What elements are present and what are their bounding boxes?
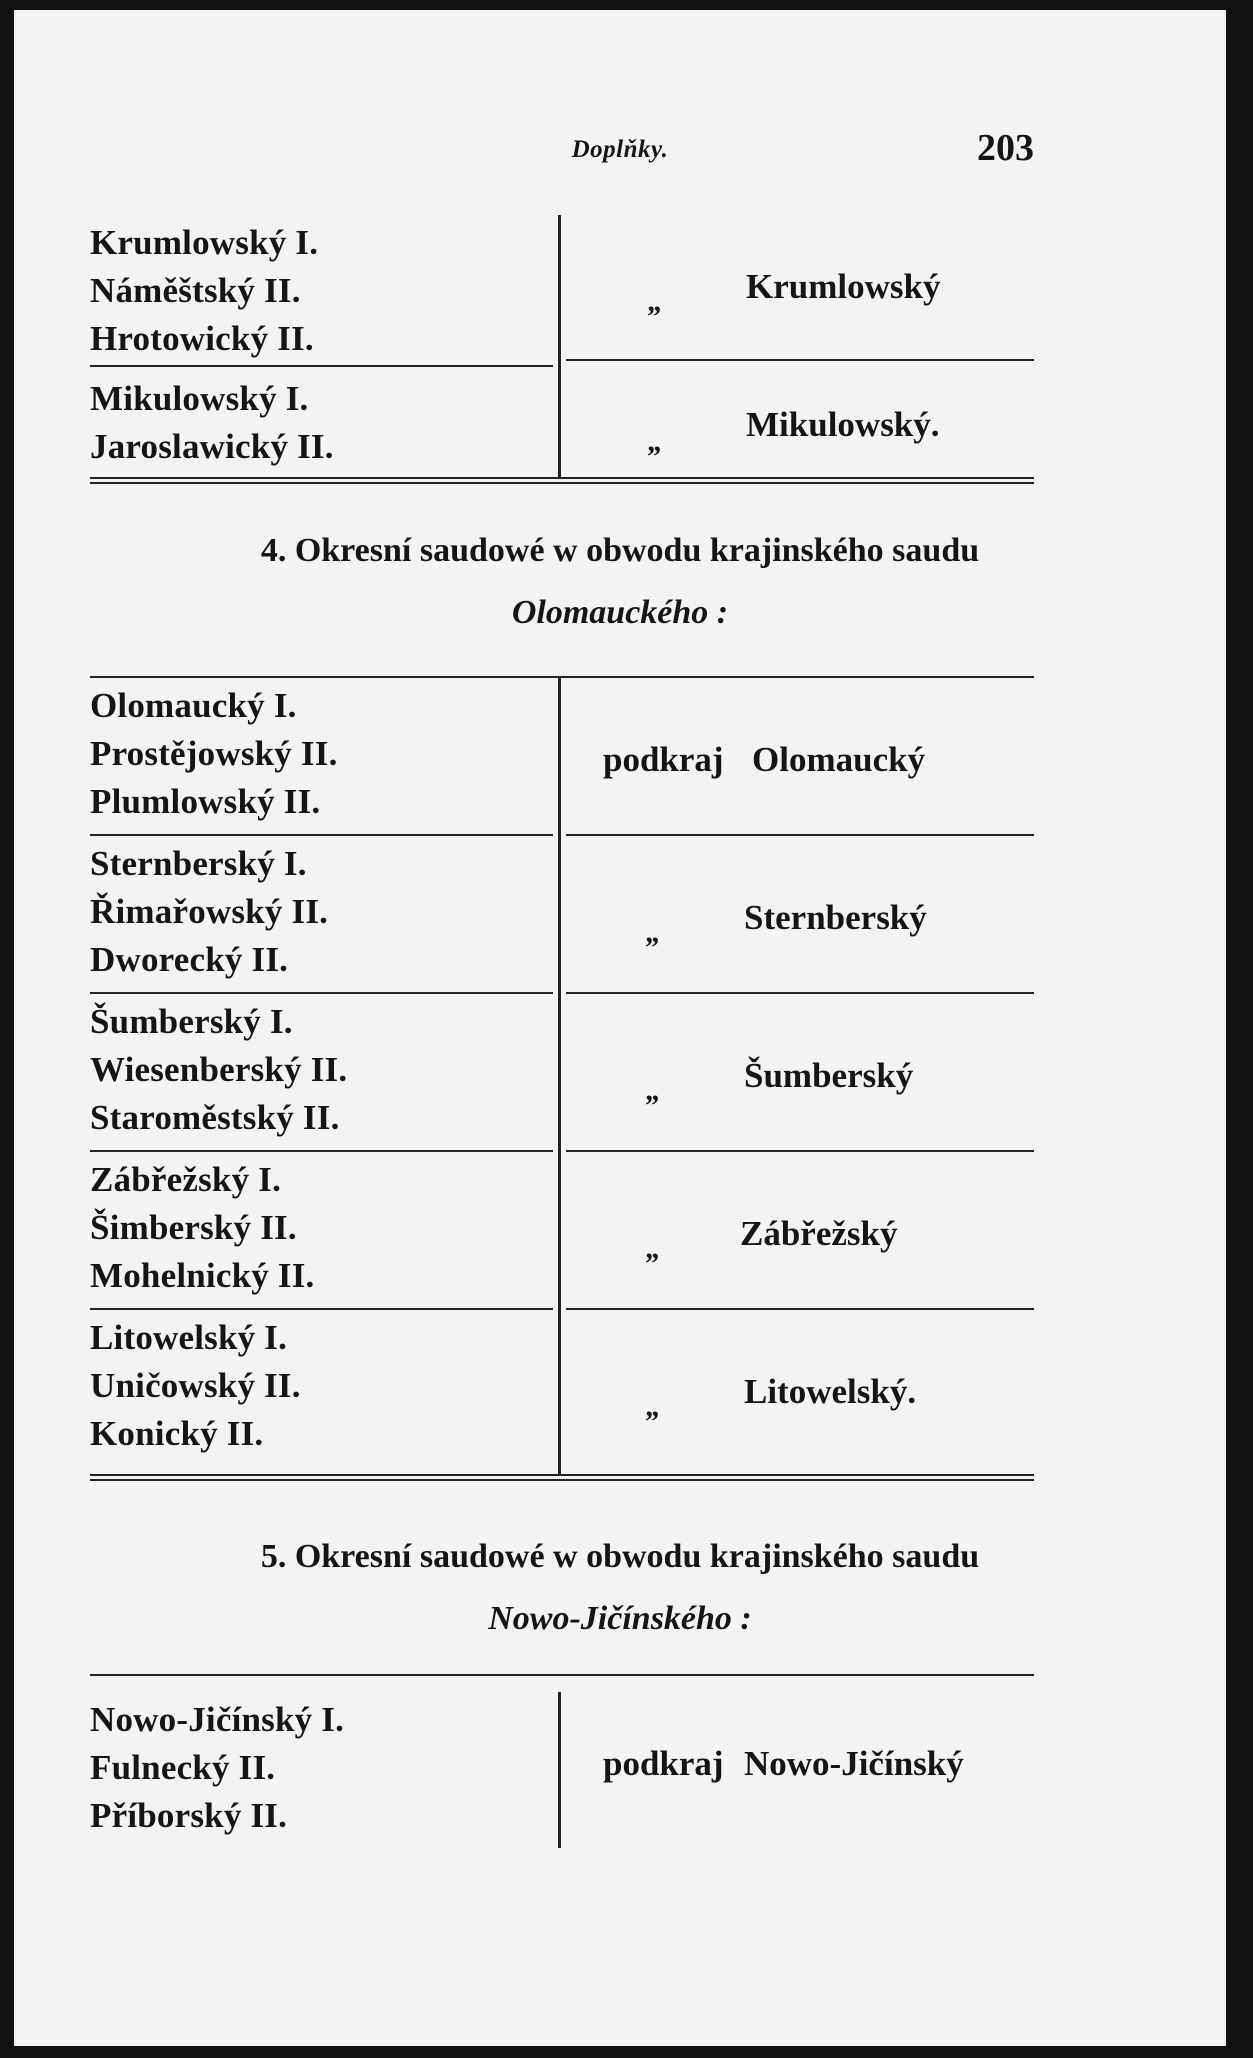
court-group: [90, 1314, 562, 1458]
district-prefix: podkraj: [603, 1744, 724, 1783]
ditto-mark: „: [648, 425, 663, 458]
court-name: Mikulowský I.: [90, 379, 309, 418]
section-end-rule: [90, 477, 1034, 479]
table-section-3: [90, 215, 1034, 485]
district-name: Zábřežský: [740, 1214, 898, 1253]
district-name: Krumlowský: [746, 267, 941, 306]
district-name: Sternberský: [744, 898, 927, 937]
court-group: [90, 998, 562, 1142]
court-name: Náměštský II.: [90, 271, 301, 310]
court-name: Šumberský I.: [90, 1002, 293, 1041]
court-name: Uničowský II.: [90, 1366, 301, 1405]
row-divider: [566, 1150, 1034, 1152]
court-group: [90, 682, 562, 826]
court-name: Nowo-Jičínský I.: [90, 1700, 345, 1739]
court-group: [90, 375, 562, 471]
row-divider: [566, 834, 1034, 836]
ditto-mark: „: [646, 1232, 661, 1265]
court-name: Staroměstský II.: [90, 1098, 340, 1137]
ditto-mark: „: [646, 1390, 661, 1423]
court-name: Příborský II.: [90, 1796, 288, 1835]
court-name: Olomaucký I.: [90, 686, 297, 725]
district-name: Litowelský.: [744, 1372, 917, 1411]
court-name: Wiesenberský II.: [90, 1050, 348, 1089]
court-name: Fulnecký II.: [90, 1748, 276, 1787]
court-name: Dworecký II.: [90, 940, 289, 979]
ditto-mark: „: [646, 916, 661, 949]
row-divider: [90, 992, 553, 994]
row-divider: [566, 1308, 1034, 1310]
court-name: Krumlowský I.: [90, 223, 319, 262]
court-name: Prostějowský II.: [90, 734, 338, 773]
section-heading: 4. Okresní saudowé w obwodu krajinského saudu: [260, 532, 980, 569]
section-subheading: Nowo-Jičínského :: [488, 1600, 752, 1637]
court-name: Plumlowský II.: [90, 782, 321, 821]
district-prefix: podkraj: [603, 740, 724, 779]
court-name: Sternberský I.: [90, 844, 307, 883]
court-name: Hrotowický II.: [90, 319, 314, 358]
section-heading: 5. Okresní saudowé w obwodu krajinského saudu: [260, 1538, 980, 1575]
court-group: [90, 840, 562, 984]
table-top-rule: [90, 1674, 1034, 1676]
table-top-rule: [90, 676, 1034, 678]
section-end-rule: [90, 1474, 1034, 1476]
ditto-mark: „: [648, 285, 663, 318]
section-end-rule: [90, 482, 1034, 484]
page-number: 203: [977, 127, 1034, 169]
section-subheading: Olomauckého :: [511, 594, 729, 631]
running-header: Doplňky.: [571, 136, 669, 163]
court-name: Jaroslawický II.: [90, 427, 334, 466]
district-name: Šumberský: [744, 1056, 914, 1095]
row-divider: [90, 365, 553, 367]
court-name: Šimberský II.: [90, 1208, 297, 1247]
table-section-4: [90, 676, 1034, 1494]
page: [14, 10, 1226, 2046]
district-name: Nowo-Jičínský: [744, 1744, 964, 1783]
row-divider: [90, 834, 553, 836]
court-name: Konický II.: [90, 1414, 264, 1453]
court-name: Litowelský I.: [90, 1318, 288, 1357]
table-section-5: [90, 1674, 1034, 1854]
court-name: Zábřežský I.: [90, 1160, 282, 1199]
ditto-mark: „: [646, 1074, 661, 1107]
district-name: Mikulowský.: [746, 405, 940, 444]
court-group: [90, 1156, 562, 1300]
court-name: Mohelnický II.: [90, 1256, 315, 1295]
row-divider: [566, 359, 1034, 361]
row-divider: [90, 1150, 553, 1152]
court-group: [90, 219, 562, 363]
section-end-rule: [90, 1479, 1034, 1481]
district-name: Olomaucký: [752, 740, 926, 779]
row-divider: [90, 1308, 553, 1310]
row-divider: [566, 992, 1034, 994]
court-group: [90, 1696, 562, 1840]
court-name: Řimařowský II.: [90, 892, 329, 931]
